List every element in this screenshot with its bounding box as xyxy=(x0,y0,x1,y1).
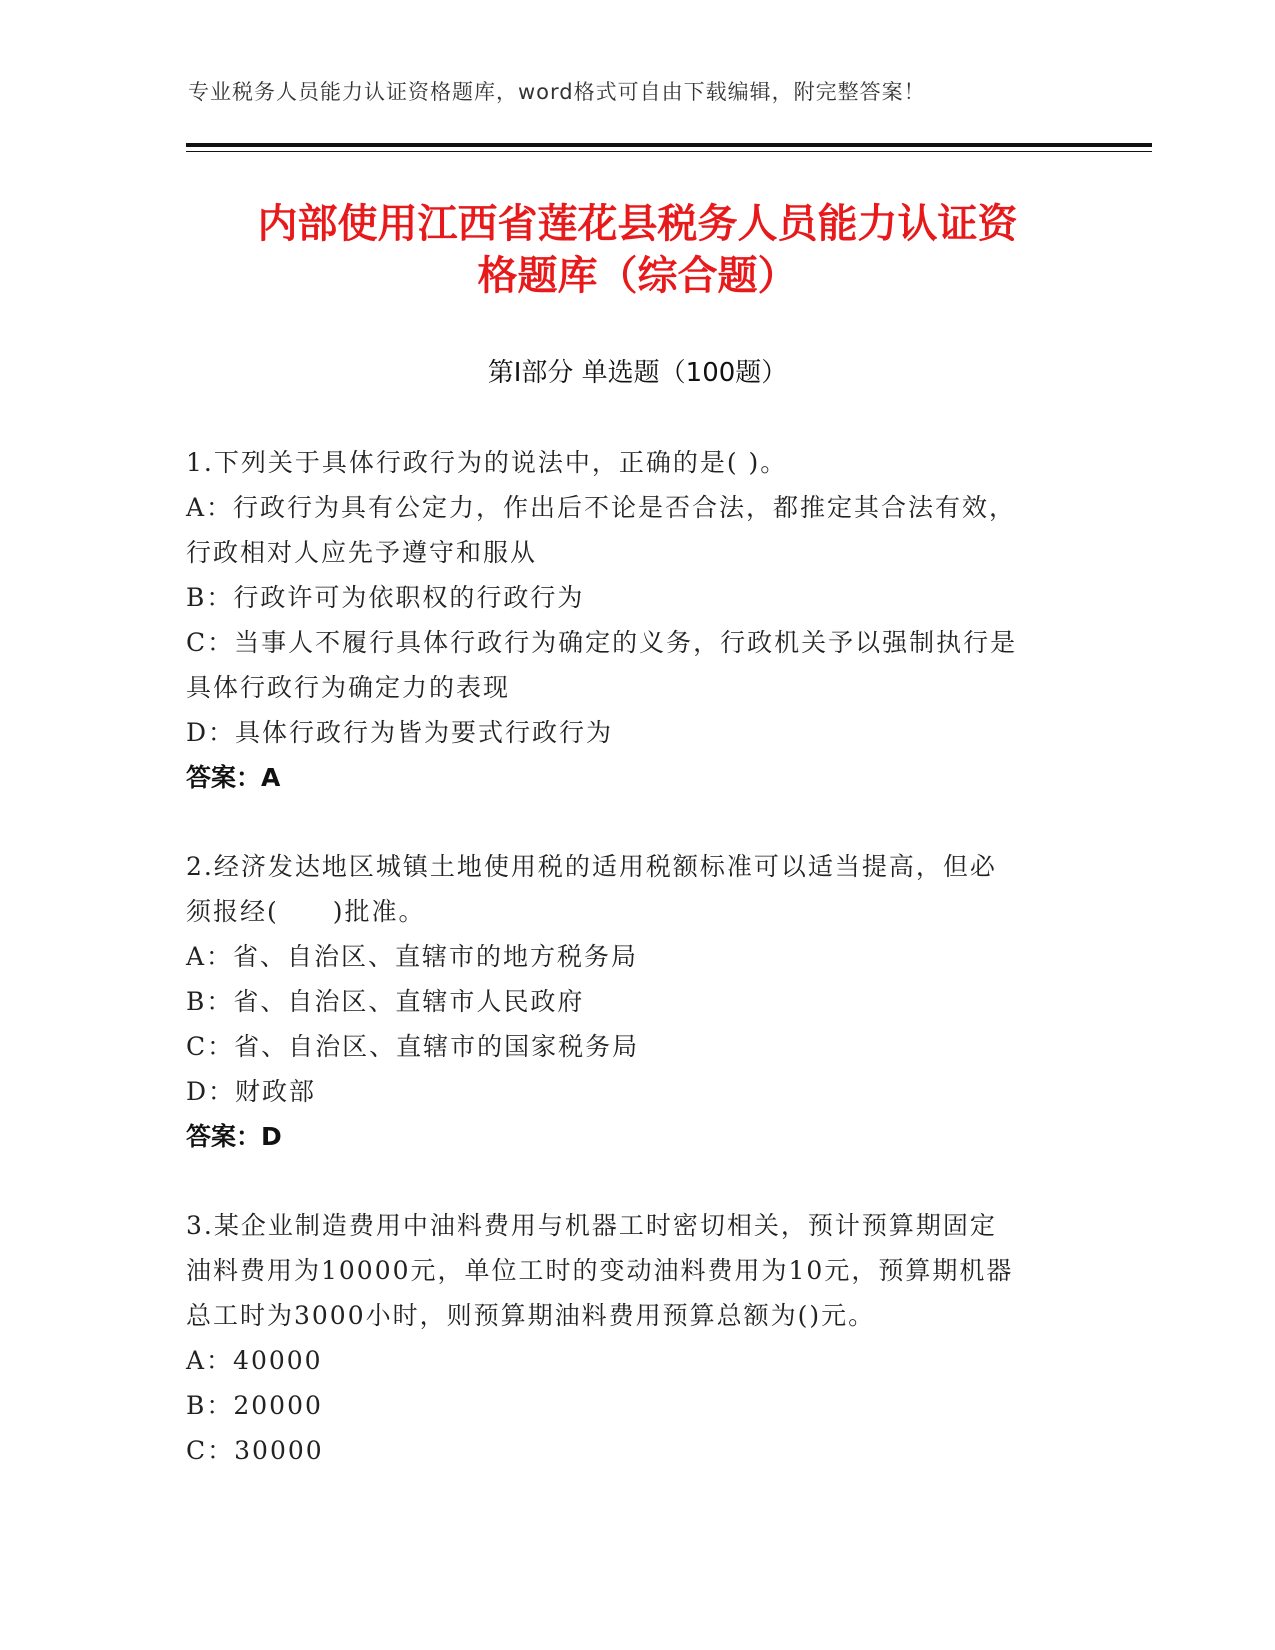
option-B xyxy=(186,979,1066,1024)
document-title-line-2: 格题库（综合题） xyxy=(477,253,798,299)
header-rule-thick xyxy=(186,143,1152,147)
option-line: A：40000 xyxy=(186,1346,323,1375)
header-note: 专业税务人员能力认证资格题库，word格式可自由下载编辑，附完整答案！ xyxy=(188,80,926,104)
option-line: C：当事人不履行具体行政行为确定的义务，行政机关予以强制执行是 xyxy=(186,628,1018,657)
option-C xyxy=(186,620,1066,710)
question-stem-line: 2.经济发达地区城镇土地使用税的适用税额标准可以适当提高，但必 xyxy=(186,852,997,881)
option-C xyxy=(186,1428,1066,1473)
option-line: C：30000 xyxy=(186,1436,324,1465)
option-line: B：行政许可为依职权的行政行为 xyxy=(186,583,585,612)
section-title: 第I部分 单选题（100题） xyxy=(487,358,788,388)
question-stem-line: 须报经( )批准。 xyxy=(186,897,426,926)
header-rule-thin xyxy=(186,151,1152,152)
question-stem-line: 3.某企业制造费用中油料费用与机器工时密切相关，预计预算期固定 xyxy=(186,1211,997,1240)
question-stem-line: 1.下列关于具体行政行为的说法中，正确的是( )。 xyxy=(186,448,788,477)
document-title xyxy=(150,198,1125,302)
option-line: D：具体行政行为皆为要式行政行为 xyxy=(186,718,614,747)
answer-line: 答案：A xyxy=(186,763,281,792)
option-line: D：财政部 xyxy=(186,1077,317,1106)
option-A xyxy=(186,934,1066,979)
option-line: 具体行政行为确定力的表现 xyxy=(186,673,511,702)
option-D xyxy=(186,1069,1066,1114)
option-A xyxy=(186,1338,1066,1383)
document-title-line-1: 内部使用江西省莲花县税务人员能力认证资 xyxy=(257,201,1018,247)
option-B xyxy=(186,1383,1066,1428)
option-line: B：20000 xyxy=(186,1391,323,1420)
question-stem-line: 总工时为3000小时，则预算期油料费用预算总额为()元。 xyxy=(186,1301,876,1330)
question-list xyxy=(186,440,1066,1517)
option-line: A：省、自治区、直辖市的地方税务局 xyxy=(186,942,639,971)
option-line: C：省、自治区、直辖市的国家税务局 xyxy=(186,1032,640,1061)
option-line: 行政相对人应先予遵守和服从 xyxy=(186,538,538,567)
question-1 xyxy=(186,440,1066,800)
question-2 xyxy=(186,844,1066,1159)
option-A xyxy=(186,485,1066,575)
option-line: B：省、自治区、直辖市人民政府 xyxy=(186,987,585,1016)
option-D xyxy=(186,710,1066,755)
question-stem-line: 油料费用为10000元，单位工时的变动油料费用为10元，预算期机器 xyxy=(186,1256,1014,1285)
option-C xyxy=(186,1024,1066,1069)
question-3 xyxy=(186,1203,1066,1473)
option-B xyxy=(186,575,1066,620)
answer-line: 答案：D xyxy=(186,1122,282,1151)
option-line: A：行政行为具有公定力，作出后不论是否合法，都推定其合法有效， xyxy=(186,493,1017,522)
